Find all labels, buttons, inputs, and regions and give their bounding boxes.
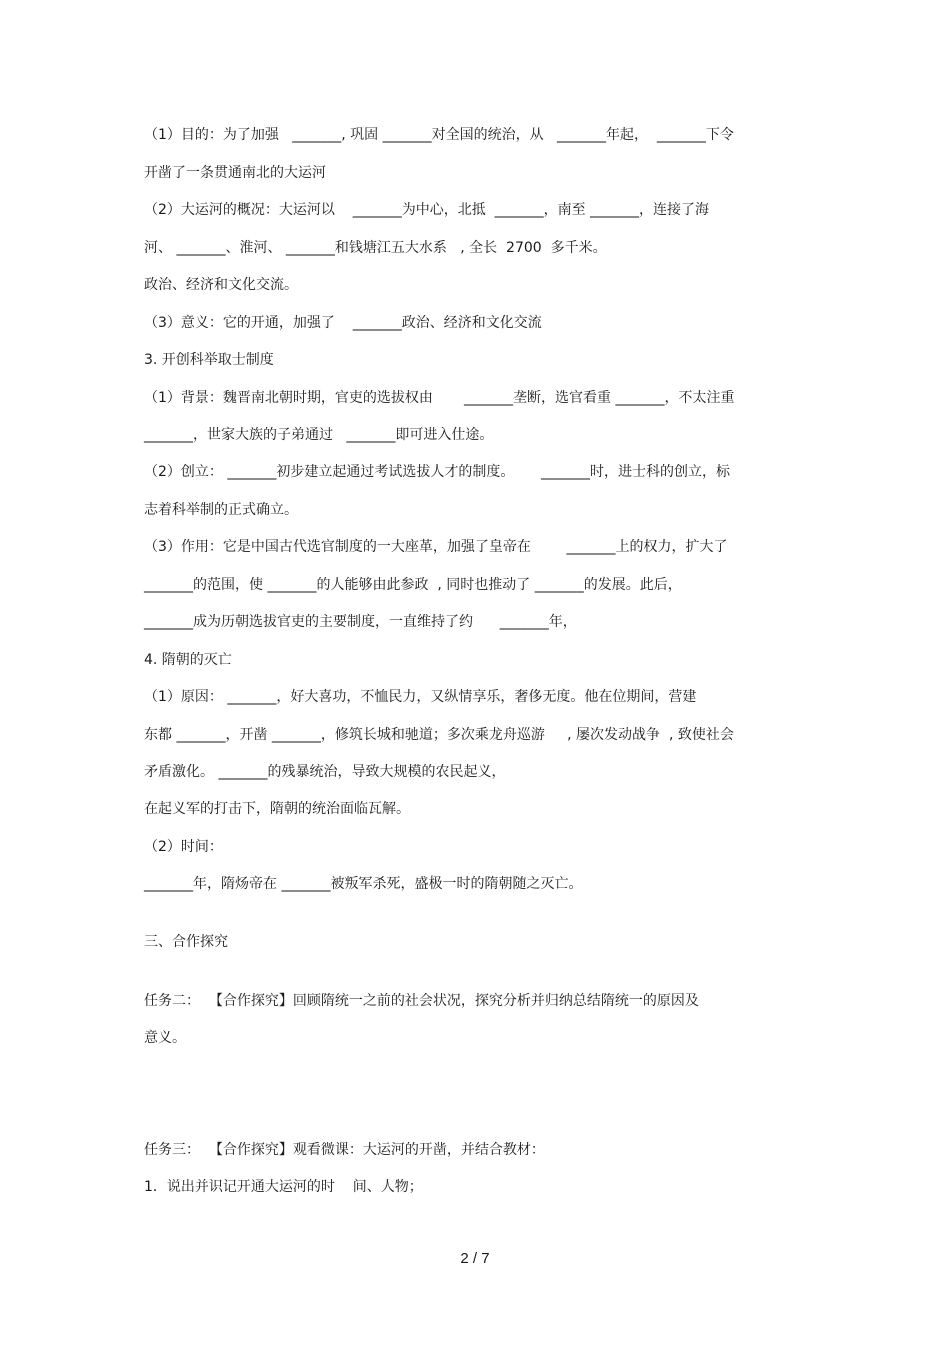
text-line: 志着科举制的正式确立。 [144,502,298,518]
text-line: （2）创立： _______初步建立起通过考试选拔人才的制度。 _______时，进士科的创立，标 [144,464,731,480]
text-line: 政治、经济和文化交流。 [144,277,298,293]
text-line: （2）大运河的概况：大运河以 _______为中心，北抵 _______，南至 _______，连接了海 [144,202,710,218]
task-line: 1．说出并识记开通大运河的时 间、人物； [144,1179,423,1195]
text-line: （2）时间： [144,839,223,855]
text-line: （3）意义：它的开通，加强了 _______政治、经济和文化交流 [144,315,542,331]
text-line: 东都 _______，开凿 _______，修筑长城和驰道；多次乘龙舟巡游 , 屡次发动战争 , 致使社会 [144,727,734,743]
task-line: 任务三： 【合作探究】观看微课：大运河的开凿，并结合教材： [144,1142,545,1158]
text-line: 矛盾激化。 _______的残暴统治，导致大规模的农民起义， [144,764,506,780]
text-line: _______，世家大族的子弟通过 _______即可进入仕途。 [144,427,494,443]
text-line: （3）作用：它是中国古代选官制度的一大座革，加强了皇帝在 _______上的权力，扩大了 [144,539,728,555]
text-line: （1）背景：魏晋南北朝时期，官吏的选拔权由 _______垄断，选官看重 _______，不太注重 [144,390,735,406]
text-line: 开凿了一条贯通南北的大运河 [144,165,326,181]
task-line: 任务二： 【合作探究】回顾隋统一之前的社会状况，探究分析并归纳总结隋统一的原因及 [144,993,699,1009]
section-heading: 3. 开创科举取士制度 [144,352,274,368]
task-line: 意义。 [144,1030,186,1046]
text-line: 河、 _______、淮河、 _______和钱塘江五大水系 , 全长 2700 多千米。 [144,240,607,256]
text-line: （1）目的：为了加强 _______, 巩固 _______对全国的统治，从 _______年起， _______下令 [144,127,734,143]
section-heading: 三、合作探究 [144,934,228,950]
text-line: 在起义军的打击下，隋朝的统治面临瓦解。 [144,801,410,817]
text-line: _______成为历朝选拔官吏的主要制度，一直维持了约 _______年， [144,614,577,630]
text-line: （1）原因： _______，好大喜功，不恤民力，又纵情享乐，奢侈无度。他在位期间，营建 [144,689,697,705]
page-number: 2 / 7 [460,1250,490,1267]
text-line: _______的范围，使 _______的人能够由此参政 , 同时也推动了 _______的发展。此后， [144,577,682,593]
section-heading: 4. 隋朝的灭亡 [144,652,232,668]
text-line: _______年，隋炀帝在 _______被叛军杀死，盛极一时的隋朝随之灭亡。 [144,876,583,892]
